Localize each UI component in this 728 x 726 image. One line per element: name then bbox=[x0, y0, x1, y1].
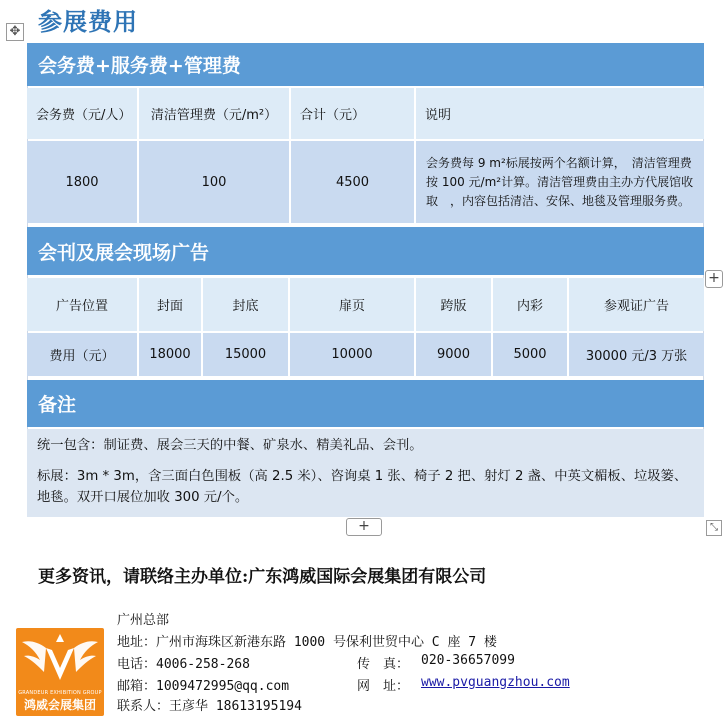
contact-person: 联系人：王彦华 18613195194 bbox=[117, 699, 302, 714]
ads-value-cell: 18000 bbox=[139, 333, 203, 376]
page-title: 参展费用 bbox=[38, 7, 138, 36]
ads-value-cell: 9000 bbox=[416, 333, 493, 376]
fees-header-cell: 合计（元） bbox=[291, 88, 416, 139]
ads-header-cell: 参观证广告 bbox=[603, 299, 669, 314]
ads-header-cell: 扉页 bbox=[290, 278, 416, 331]
ads-value-cell: 15000 bbox=[203, 333, 290, 376]
contact-email: 邮箱：1009472995@qq.com bbox=[117, 679, 290, 694]
table-resize-icon[interactable]: ⤡ bbox=[706, 520, 722, 536]
remarks-body bbox=[27, 429, 704, 517]
insert-row-plus-icon[interactable]: + bbox=[346, 518, 382, 536]
logo-english-text: GRANDEUR EXHIBITION GROUP bbox=[18, 690, 102, 696]
fees-note-cell: 会务费每 9 m²标展按两个名额计算， 清洁管理费按 100 元/m²计算。清洁管理费由主办方代展馆收取 ，内容包括清洁、安保、地毯及管理服务费。 bbox=[426, 155, 694, 208]
wings-logo-icon bbox=[16, 628, 104, 690]
ads-header-cell: 内彩 bbox=[493, 278, 569, 331]
logo-chinese-text: 鸿威会展集团 bbox=[23, 698, 96, 712]
fees-value-cell: 100 bbox=[139, 141, 291, 223]
ads-section-heading: 会刊及展会现场广告 bbox=[27, 227, 704, 275]
ads-header-cell: 封面 bbox=[139, 278, 203, 331]
ads-header-row bbox=[27, 278, 704, 331]
remarks-section-heading: 备注 bbox=[27, 380, 704, 427]
ads-header-cell: 封底 bbox=[203, 278, 290, 331]
remarks-line-included: 统一包含：制证费、展会三天的中餐、矿泉水、精美礼品、会刊。 bbox=[37, 438, 423, 453]
fees-header-row bbox=[27, 88, 704, 139]
fees-value-row bbox=[27, 141, 704, 223]
ads-value-cell: 费用（元） bbox=[27, 333, 139, 376]
remarks-line-standard-booth: 标展：3m * 3m，含三面白色围板（高 2.5 米）、咨询桌 1 张、椅子 2 把、射灯 2 盏、中英文楣板、垃圾篓、地毯。双开口展位加收 300 元/个。 bbox=[37, 469, 688, 505]
contact-hq: 广州总部 bbox=[117, 613, 170, 628]
contact-fax: 020-36657099 bbox=[421, 653, 515, 668]
insert-column-plus-icon[interactable]: + bbox=[705, 270, 723, 288]
fees-header-cell: 清洁管理费（元/m²） bbox=[139, 88, 291, 139]
contact-web-label: 网 址： bbox=[357, 679, 410, 694]
ads-value-cell: 10000 bbox=[290, 333, 416, 376]
ads-header-cell: 广告位置 bbox=[27, 278, 139, 331]
ads-header-cell: 跨版 bbox=[416, 278, 493, 331]
ads-value-cell: 5000 bbox=[493, 333, 569, 376]
contact-website-link[interactable]: www.pvguangzhou.com bbox=[421, 675, 570, 690]
table-move-handle-icon[interactable]: ✥ bbox=[6, 23, 24, 41]
fees-value-cell: 1800 bbox=[27, 141, 139, 223]
company-logo bbox=[16, 628, 104, 716]
fees-value-cell: 4500 bbox=[291, 141, 416, 223]
contact-address: 地址：广州市海珠区新港东路 1000 号保利世贸中心 C 座 7 楼 bbox=[117, 635, 497, 650]
contact-headline: 更多资讯，请联络主办单位:广东鸿威国际会展集团有限公司 bbox=[38, 567, 487, 587]
fees-section-heading: 会务费+服务费+管理费 bbox=[27, 43, 704, 86]
ads-value-row bbox=[27, 333, 704, 376]
fees-header-cell: 会务费（元/人） bbox=[27, 88, 139, 139]
contact-fax-label: 传 真： bbox=[357, 657, 410, 672]
fees-header-cell: 说明 bbox=[425, 108, 452, 123]
ads-value-cell: 30000 元/3 万张 bbox=[585, 349, 688, 364]
contact-phone: 电话：4006-258-268 bbox=[117, 657, 250, 672]
